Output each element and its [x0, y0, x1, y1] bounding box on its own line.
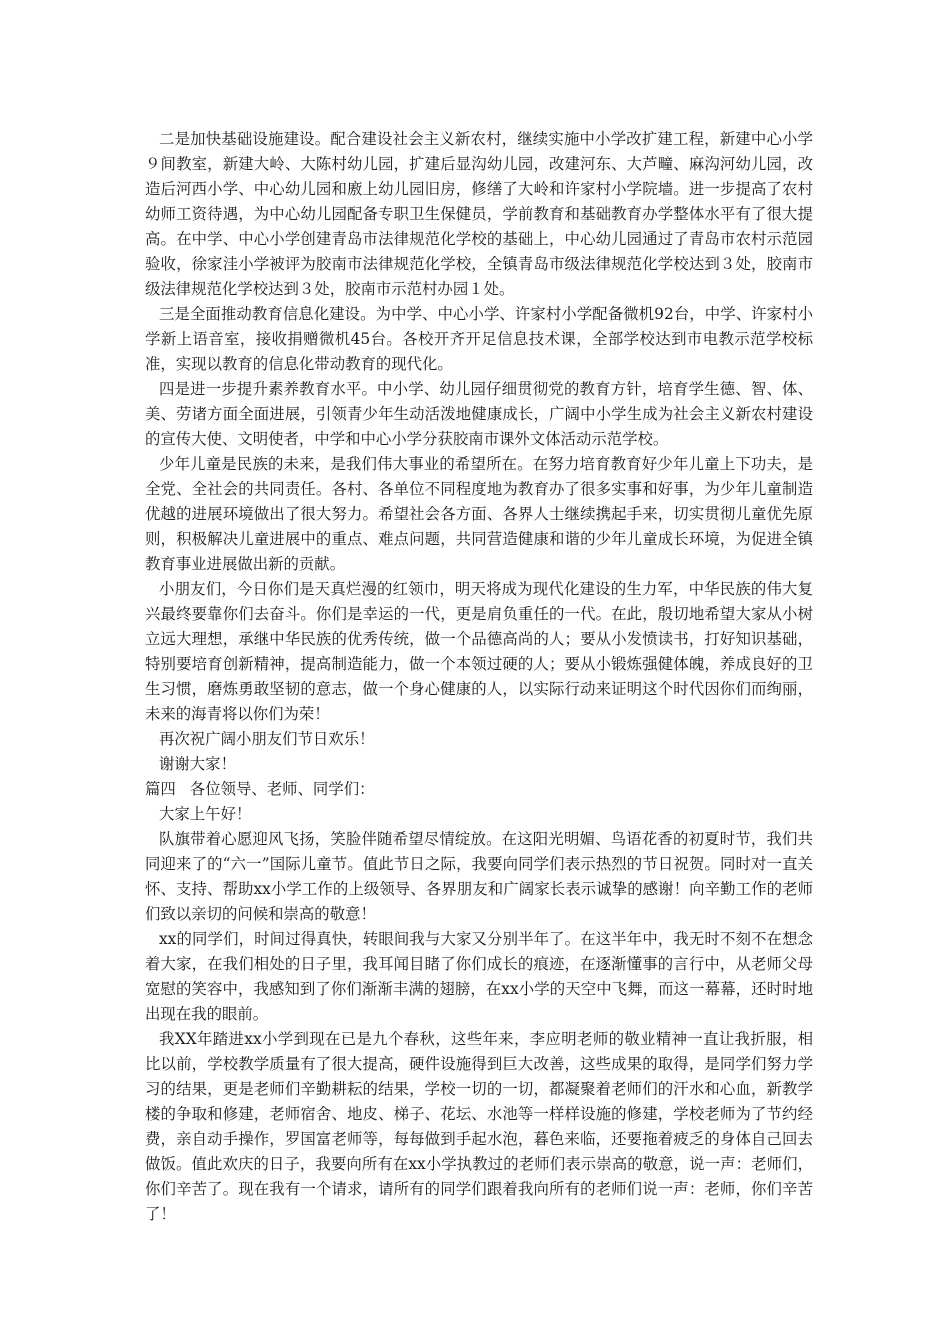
- paragraph-thanks: 谢谢大家！: [159, 755, 236, 773]
- paragraph-good-morning: 大家上午好！: [159, 805, 252, 823]
- paragraph-quality-education: 四是进一步提升素养教育水平。中小学、幼儿园仔细贯彻党的教育方针，培育学生德、智、体、美、劳诸方面全面进展，引领青少年生动活泼地健康成长，广阔中小学生成为社会主义新农村建设的宣传大使、文明使者，中学和中心小学分获胶南市课外文体活动示范学校。: [145, 380, 813, 448]
- paragraph-teachers: 我XX年踏进xx小学到现在已是九个春秋，这些年来，李应明老师的敬业精神一直让我折服，相比以前，学校教学质量有了很大提高，硬件设施得到巨大改善，这些成果的取得，是同学们努力学习的结果，更是老师们辛勤耕耘的结果，学校一切的一切，都凝聚着老师们的汗水和心血，新教学楼的争取和修建，老师宿舍、地皮、梯子、花坛、水池等一样样设施的修建，学校老师为了节约经费，亲自动手操作，罗国富老师等，每每做到手起水泡，暮色来临，还要拖着疲乏的身体自己回去做饭。值此欢庆的日子，我要向所有在xx小学执教过的老师们表示崇高的敬意，说一声：老师们，你们辛苦了。现在我有一个请求，请所有的同学们跟着我向所有的老师们说一声：老师，你们辛苦了！: [145, 1030, 813, 1223]
- section-label: 篇四: [145, 780, 176, 798]
- paragraph-holiday-wish: 再次祝广阔小朋友们节日欢乐！: [159, 730, 375, 748]
- paragraph-informatization: 三是全面推动教育信息化建设。为中学、中心小学、许家村小学配备微机92台，中学、许家村小学新上语音室，接收捐赠微机45台。各校开齐开足信息技术课，全部学校达到市电教示范学校标准，实现以教育的信息化带动教育的现代化。: [145, 305, 813, 373]
- paragraph-kids-message: 小朋友们，今日你们是天真烂漫的红领巾，明天将成为现代化建设的生力军，中华民族的伟大复兴最终要靠你们去奋斗。你们是幸运的一代，更是肩负重任的一代。在此，殷切地希望大家从小树立远大理想，承继中华民族的优秀传统，做一个品德高尚的人；要从小发愤读书，打好知识基础，特别要培育创新精神，提高制造能力，做一个本领过硬的人；要从小锻炼强健体魄，养成良好的卫生习惯，磨炼勇敢坚韧的意志，做一个身心健康的人，以实际行动来证明这个时代因你们而绚丽，未来的海青将以你们为荣！: [145, 580, 813, 723]
- section-heading: [145, 777, 813, 802]
- paragraph-childrens-day: 队旗带着心愿迎风飞扬，笑脸伴随希望尽情绽放。在这阳光明媚、鸟语花香的初夏时节，我们共同迎来了的“六一”国际儿童节。值此节日之际，我要向同学们表示热烈的节日祝贺。同时对一直关怀、支持、帮助xx小学工作的上级领导、各界朋友和广阔家长表示诚挚的感谢！向辛勤工作的老师们致以亲切的问候和崇高的敬意！: [145, 830, 813, 923]
- paragraph-students: xx的同学们，时间过得真快，转眼间我与大家又分别半年了。在这半年中，我无时不刻不在想念着大家，在我们相处的日子里，我耳闻目睹了你们成长的痕迹，在逐渐懂事的言行中，从老师父母宽慰的笑容中，我感知到了你们渐渐丰满的翅膀，在xx小学的天空中飞舞，而这一幕幕，还时时地出现在我的眼前。: [145, 930, 813, 1023]
- document-body: [145, 127, 813, 1227]
- section-greeting: 各位领导、老师、同学们：: [189, 780, 375, 798]
- paragraph-children-future: 少年儿童是民族的未来，是我们伟大事业的希望所在。在努力培育教育好少年儿童上下功夫，是全党、全社会的共同责任。各村、各单位不同程度地为教育办了很多实事和好事，为少年儿童制造优越的进展环境做出了很大努力。希望社会各方面、各界人士继续携起手来，切实贯彻儿童优先原则，积极解决儿童进展中的重点、难点问题，共同营造健康和谐的少年儿童成长环境，为促进全镇教育事业进展做出新的贡献。: [145, 455, 813, 573]
- paragraph-infrastructure: 二是加快基础设施建设。配合建设社会主义新农村，继续实施中小学改扩建工程，新建中心小学９间教室，新建大岭、大陈村幼儿园，扩建后显沟幼儿园，改建河东、大芦疃、麻沟河幼儿园，改造后河西小学、中心幼儿园和廒上幼儿园旧房，修缮了大岭和许家村小学院墙。进一步提高了农村幼师工资待遇，为中心幼儿园配备专职卫生保健员，学前教育和基础教育办学整体水平有了很大提高。在中学、中心小学创建青岛市法律规范化学校的基础上，中心幼儿园通过了青岛市农村示范园验收，徐家洼小学被评为胶南市法律规范化学校，全镇青岛市级法律规范化学校达到３处，胶南市级法律规范化学校达到３处，胶南市示范村办园１处。: [145, 130, 813, 298]
